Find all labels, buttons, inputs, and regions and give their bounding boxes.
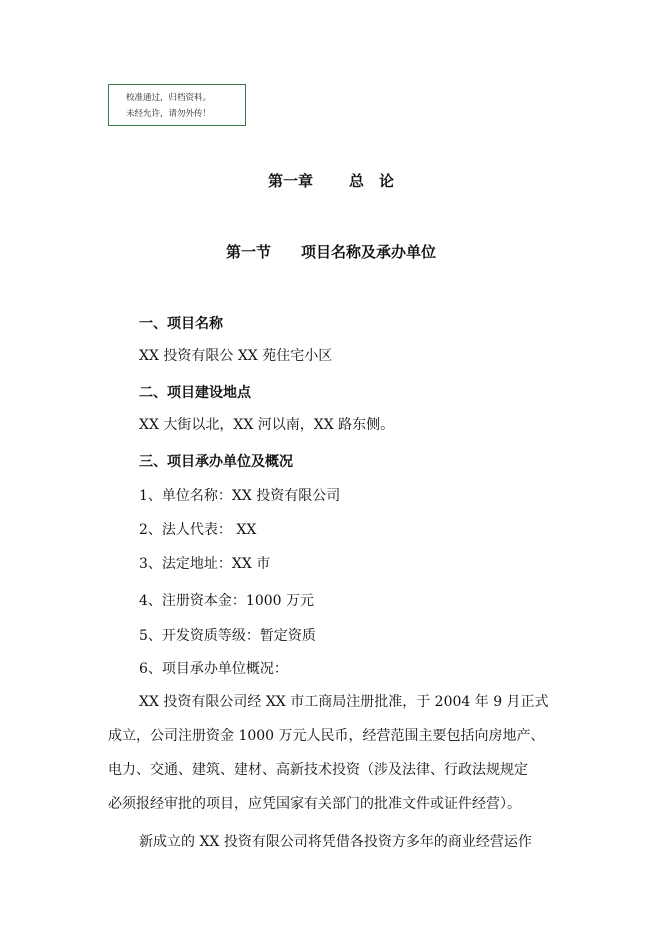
stamp-line-1: 校准通过，归档资料。 (126, 93, 212, 103)
detail-unit-name: 1、单位名称：XX 投资有限公司 (139, 488, 341, 504)
detail-legal-rep: 2、法人代表： XX (139, 522, 257, 538)
stamp-line-2: 未经允许，请勿外传！ (126, 109, 212, 119)
paragraph-line: 成立，公司注册资金 1000 万元人民币，经营范围主要包括向房地产、 (108, 728, 545, 744)
detail-overview-label: 6、项目承办单位概况： (139, 661, 288, 677)
section-heading (0, 241, 662, 262)
paragraph-line: 新成立的 XX 投资有限公司将凭借各投资方多年的商业经营运作 (139, 834, 532, 850)
detail-legal-address: 3、法定地址：XX 市 (139, 556, 271, 572)
location-text: XX 大街以北，XX 河以南，XX 路东侧。 (139, 417, 395, 433)
section-title: 项目名称及承办单位 (301, 243, 437, 261)
chapter-title: 总 论 (349, 172, 395, 190)
company-overview-paragraph (108, 685, 586, 821)
item-heading-undertaker: 三、项目承办单位及概况 (139, 454, 293, 470)
paragraph-line: 必须报经审批的项目，应凭国家有关部门的批准文件或证件经营）。 (108, 796, 521, 812)
project-name-text: XX 投资有限公 XX 苑住宅小区 (139, 348, 333, 364)
item-heading-location: 二、项目建设地点 (139, 385, 251, 401)
company-outlook-paragraph (108, 825, 586, 859)
item-heading-project-name: 一、项目名称 (139, 316, 223, 332)
chapter-number: 第一章 (267, 172, 313, 190)
detail-registered-capital: 4、注册资本金：1000 万元 (139, 593, 314, 609)
chapter-heading (0, 170, 662, 191)
paragraph-line: 电力、交通、建筑、建材、高新技术投资（涉及法律、行政法规规定 (108, 762, 528, 778)
detail-qualification: 5、开发资质等级：暂定资质 (139, 628, 316, 644)
section-number: 第一节 (225, 243, 271, 261)
approval-stamp (108, 84, 246, 126)
paragraph-line: XX 投资有限公司经 XX 市工商局注册批准，于 2004 年 9 月正式 (139, 694, 549, 710)
